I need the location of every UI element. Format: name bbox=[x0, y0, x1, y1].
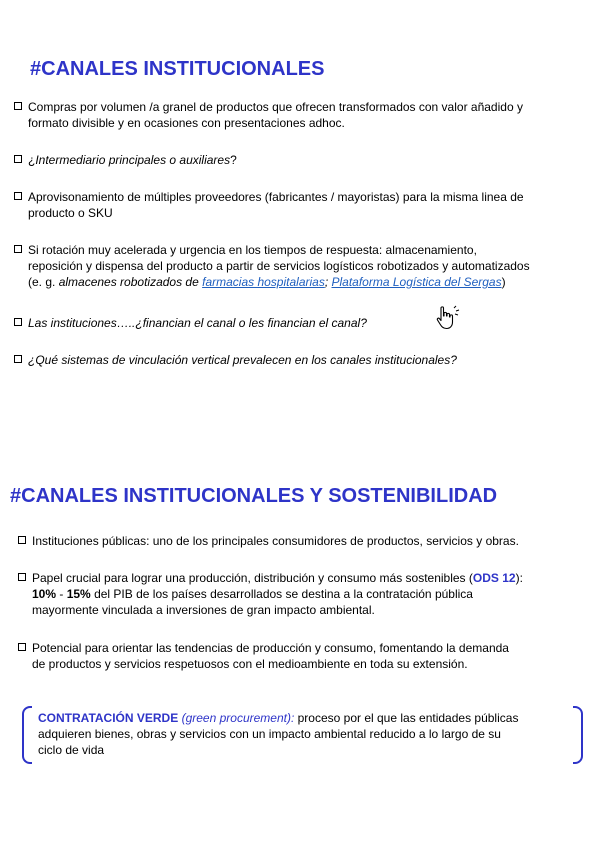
checkbox-icon bbox=[18, 643, 26, 651]
section1-title: #CANALES INSTITUCIONALES bbox=[30, 58, 325, 80]
checkbox-icon bbox=[18, 536, 26, 544]
list-item bbox=[28, 99, 600, 131]
item-text: ; bbox=[324, 275, 332, 289]
item-text: ? bbox=[230, 153, 237, 167]
item-text: (e. g. bbox=[28, 275, 59, 289]
ods-badge: ODS 12 bbox=[472, 571, 516, 585]
link-plataforma-logistica[interactable]: Plataforma Logística del Sergas bbox=[331, 275, 502, 289]
definition-term-en: (green procurement): bbox=[181, 711, 295, 725]
item-text: Compras por volumen /a granel de productos que ofrecen transformados con valor añadido y bbox=[28, 100, 523, 114]
item-text: ¿ bbox=[28, 153, 36, 167]
item-text: ): bbox=[515, 571, 523, 585]
item-text: ciclo de vida bbox=[38, 743, 105, 757]
hand-pointer-icon bbox=[436, 305, 464, 331]
item-text: Papel crucial para lograr una producción, distribución y consumo más sostenibles ( bbox=[32, 571, 473, 585]
item-text: almacenes robotizados de bbox=[58, 275, 203, 289]
list-item bbox=[28, 242, 600, 290]
list-item bbox=[32, 640, 592, 672]
item-text: del PIB de los países desarrollados se destina a la contratación pública bbox=[90, 587, 473, 601]
checkbox-icon bbox=[14, 355, 22, 363]
percent-value: 10% bbox=[32, 587, 57, 601]
item-text bbox=[28, 274, 600, 290]
item-text: Aprovisonamiento de múltiples proveedores (fabricantes / mayoristas) para la misma linea de bbox=[28, 190, 524, 204]
item-text bbox=[32, 570, 598, 586]
item-text: adquieren bienes, obras y servicios con un impacto ambiental reducido a lo largo de su bbox=[38, 727, 501, 741]
left-bracket bbox=[22, 706, 32, 764]
checkbox-icon bbox=[14, 102, 22, 110]
item-text bbox=[32, 586, 598, 602]
item-text: producto o SKU bbox=[28, 206, 113, 220]
item-text: proceso por el que las entidades públicas bbox=[294, 711, 519, 725]
item-text: de productos y servicios respetuosos con el medioambiente en toda su extensión. bbox=[32, 657, 468, 671]
item-text: Las instituciones…..¿financian el canal o les financian el canal? bbox=[28, 316, 367, 330]
list-item bbox=[32, 570, 598, 618]
item-text: Instituciones públicas: uno de los principales consumidores de productos, servicios y obras. bbox=[32, 534, 519, 548]
list-item bbox=[28, 152, 588, 168]
item-text: ) bbox=[501, 275, 506, 289]
checkbox-icon bbox=[14, 245, 22, 253]
item-text: Potencial para orientar las tendencias de producción y consumo, fomentando la demanda bbox=[32, 641, 509, 655]
item-text: Si rotación muy acelerada y urgencia en los tiempos de respuesta: almacenamiento, bbox=[28, 243, 477, 257]
item-text: reposición y dispensa del producto a partir de servicios logísticos robotizados y automatizados bbox=[28, 259, 530, 273]
list-item bbox=[32, 533, 592, 549]
definition-term: CONTRATACIÓN VERDE bbox=[38, 711, 179, 725]
checkbox-icon bbox=[14, 192, 22, 200]
item-text: - bbox=[56, 587, 67, 601]
link-farmacias-hospitalarias[interactable]: farmacias hospitalarias bbox=[202, 275, 325, 289]
checkbox-icon bbox=[14, 155, 22, 163]
item-text: ¿Qué sistemas de vinculación vertical prevalecen en los canales institucionales? bbox=[28, 353, 457, 367]
percent-value: 15% bbox=[66, 587, 91, 601]
item-text: mayormente vinculada a inversiones de gran impacto ambiental. bbox=[32, 603, 375, 617]
item-text: formato divisible y en ocasiones con presentaciones adhoc. bbox=[28, 116, 345, 130]
list-item bbox=[28, 189, 600, 221]
checkbox-icon bbox=[18, 573, 26, 581]
list-item bbox=[28, 315, 428, 331]
checkbox-icon bbox=[14, 318, 22, 326]
definition-box bbox=[38, 710, 578, 758]
item-text: Intermediario principales o auxiliares bbox=[35, 153, 231, 167]
definition-line bbox=[38, 710, 578, 726]
section2-title: #CANALES INSTITUCIONALES Y SOSTENIBILIDAD bbox=[10, 485, 498, 507]
list-item bbox=[28, 352, 588, 368]
